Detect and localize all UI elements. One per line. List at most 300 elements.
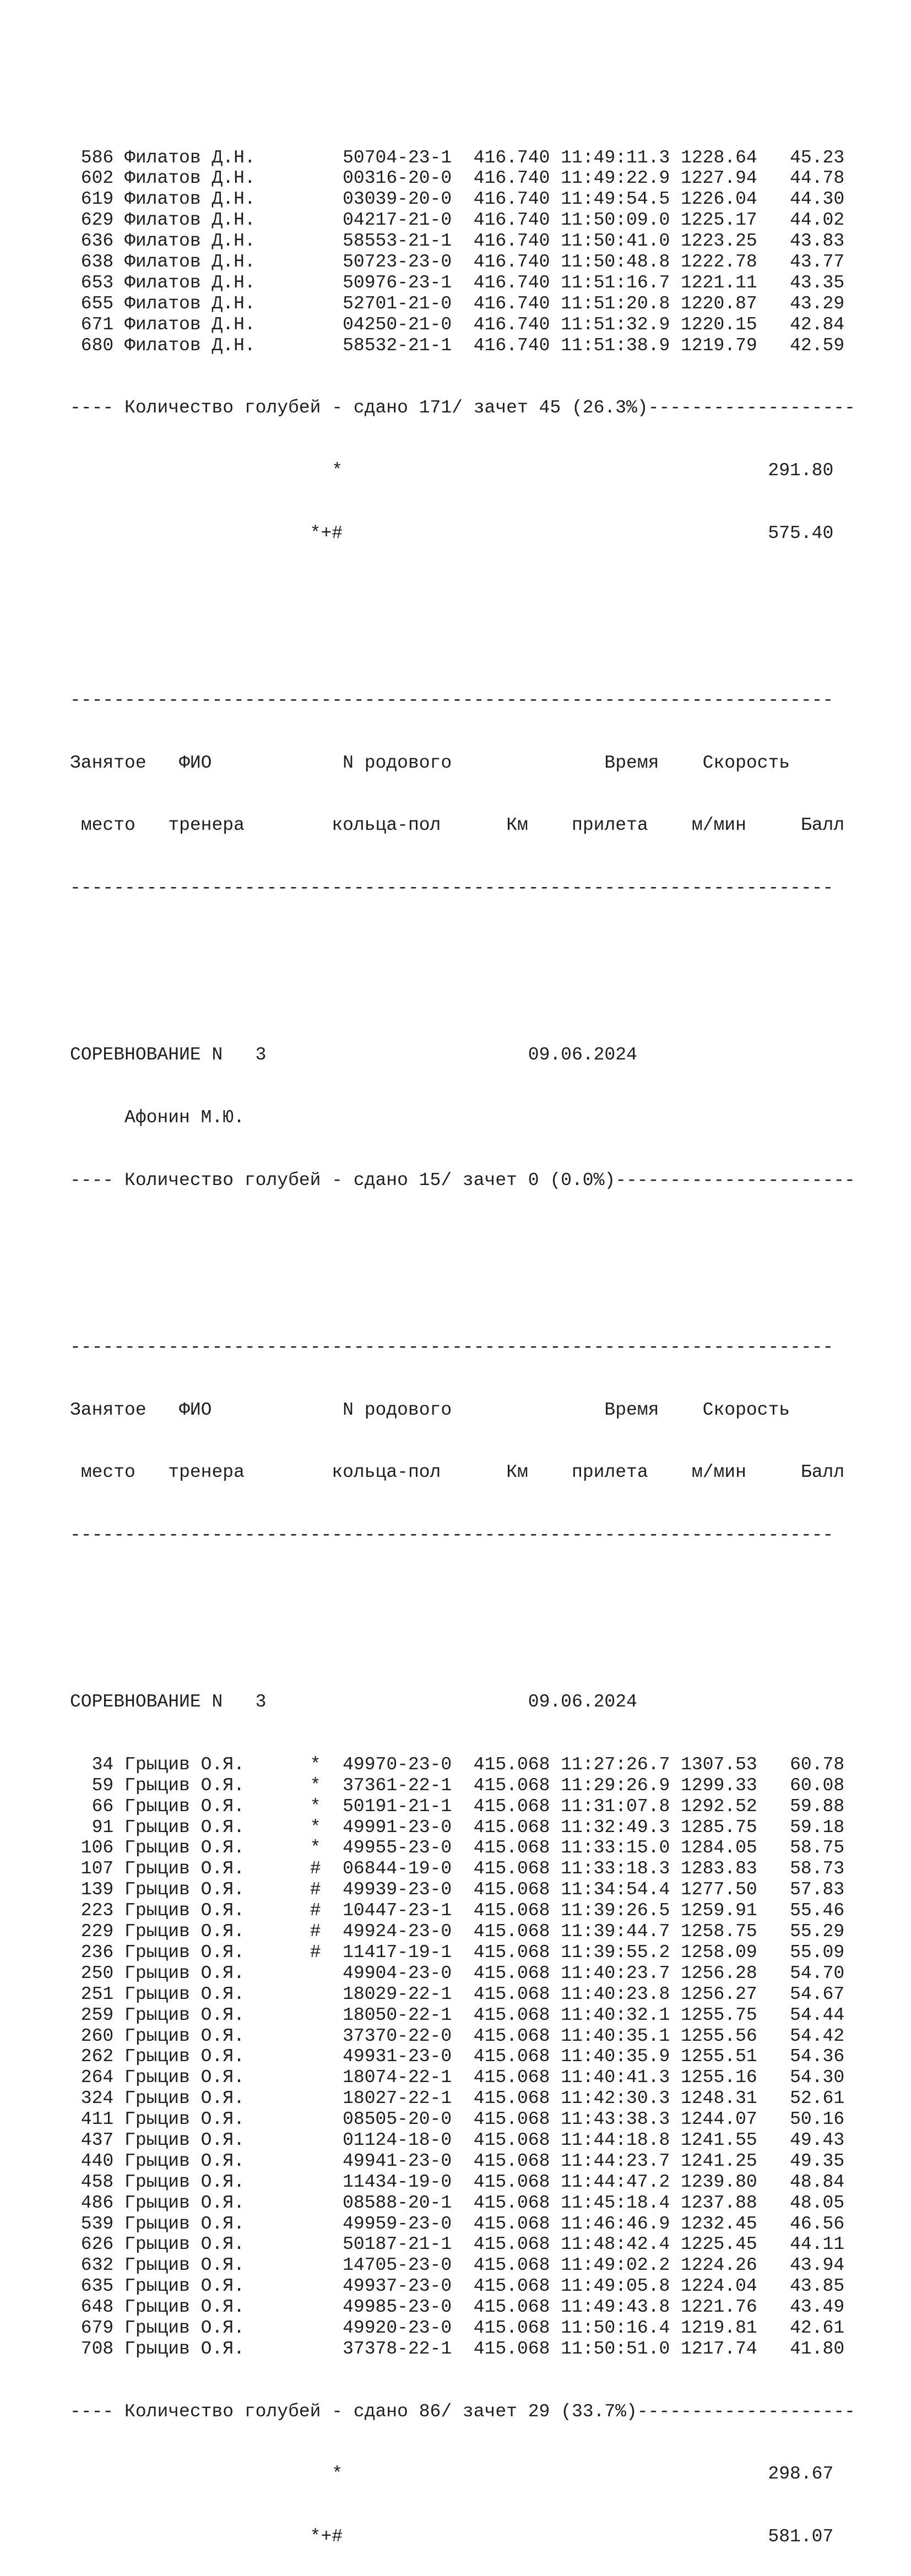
ring-number: 00316-20-0	[343, 168, 452, 189]
speed: 1225.17	[681, 210, 757, 231]
result-row	[70, 1921, 855, 1942]
place: 229	[70, 1921, 114, 1942]
mark	[310, 189, 321, 209]
score: 50.16	[779, 2109, 845, 2130]
mark	[310, 2067, 321, 2088]
score: 42.84	[779, 314, 845, 335]
header-score: Балл	[800, 1462, 845, 1483]
place: 411	[70, 2109, 114, 2130]
speed: 1225.45	[681, 2234, 757, 2255]
score: 43.35	[779, 272, 845, 293]
arrival-time: 11:42:30.3	[561, 2088, 670, 2109]
trainer-name: Грыцив О.Я.	[124, 2004, 299, 2025]
trainer-name: Грыцив О.Я.	[124, 2171, 299, 2192]
mark	[310, 148, 321, 168]
header-line-2	[70, 1462, 855, 1483]
speed: 1232.45	[681, 2213, 757, 2234]
speed: 1227.94	[681, 168, 757, 189]
speed: 1307.53	[681, 1754, 757, 1775]
speed: 1299.33	[681, 1775, 757, 1796]
score: 54.67	[779, 1983, 845, 2004]
speed: 1258.75	[681, 1921, 757, 1942]
distance-km: 415.068	[473, 1838, 550, 1858]
place: 264	[70, 2067, 114, 2088]
arrival-time: 11:40:23.7	[561, 1963, 670, 1983]
score: 44.02	[779, 210, 845, 231]
header-ring: N родового	[343, 752, 452, 773]
ring-number: 37370-22-0	[343, 2025, 452, 2046]
ring-number: 49991-23-0	[343, 1817, 452, 1838]
section-1-summary: ---- Количество голубей - сдано 171/ зачет 45 (26.3%)-------------------	[70, 398, 855, 419]
trainer-name: Филатов Д.Н.	[124, 231, 299, 252]
arrival-time: 11:44:47.2	[561, 2171, 670, 2192]
distance-km: 415.068	[473, 1796, 550, 1817]
arrival-time: 11:27:26.7	[561, 1754, 670, 1775]
speed: 1221.76	[681, 2297, 757, 2318]
trainer-name: Грыцив О.Я.	[124, 2255, 299, 2276]
result-row	[70, 294, 855, 314]
trainer-name: Грыцив О.Я.	[124, 1879, 299, 1900]
distance-km: 415.068	[473, 1921, 550, 1942]
result-row	[70, 2151, 855, 2172]
ring-number: 58553-21-1	[343, 231, 452, 252]
section-1-total-2	[70, 523, 855, 544]
arrival-time: 11:46:46.9	[561, 2213, 670, 2234]
distance-km: 415.068	[473, 1858, 550, 1879]
competition-date: 09.06.2024	[528, 1692, 637, 1713]
ring-number: 49955-23-0	[343, 1838, 452, 1858]
distance-km: 415.068	[473, 2255, 550, 2276]
arrival-time: 11:40:23.8	[561, 1983, 670, 2004]
distance-km: 416.740	[473, 293, 550, 314]
arrival-time: 11:40:32.1	[561, 2004, 670, 2025]
place: 251	[70, 1983, 114, 2004]
trainer-name: Филатов Д.Н.	[124, 272, 299, 293]
results-document	[70, 43, 855, 2576]
result-row	[70, 2109, 855, 2130]
distance-km: 415.068	[473, 1942, 550, 1963]
place: 586	[70, 147, 114, 168]
place: 653	[70, 272, 114, 293]
score: 59.18	[779, 1817, 845, 1838]
place: 91	[70, 1817, 114, 1838]
distance-km: 416.740	[473, 272, 550, 293]
header-line-1	[70, 1400, 855, 1421]
distance-km: 415.068	[473, 1900, 550, 1921]
mark	[310, 231, 321, 251]
result-row	[70, 2234, 855, 2255]
trainer-name: Грыцив О.Я.	[124, 2234, 299, 2255]
speed: 1224.26	[681, 2255, 757, 2276]
speed: 1223.25	[681, 231, 757, 252]
mark	[310, 252, 321, 272]
distance-km: 416.740	[473, 168, 550, 189]
total-mark: *	[332, 2464, 343, 2485]
ring-number: 08588-20-1	[343, 2192, 452, 2213]
total-mark: *+#	[310, 523, 343, 544]
trainer-name: Грыцив О.Я.	[124, 2317, 299, 2338]
trainer-name: Грыцив О.Я.	[124, 2088, 299, 2109]
result-row	[70, 1879, 855, 1900]
header-time: Время	[604, 1399, 659, 1420]
result-row	[70, 2067, 855, 2088]
trainer-name: Филатов Д.Н.	[124, 335, 299, 356]
trainer-name: Грыцив О.Я.	[124, 2213, 299, 2234]
arrival-time: 11:44:18.8	[561, 2129, 670, 2150]
arrival-time: 11:34:54.4	[561, 1879, 670, 1900]
arrival-time: 11:43:38.3	[561, 2109, 670, 2130]
place: 59	[70, 1775, 114, 1796]
distance-km: 415.068	[473, 2276, 550, 2297]
score: 58.75	[779, 1838, 845, 1858]
speed: 1220.15	[681, 314, 757, 335]
mark	[310, 2339, 321, 2359]
ring-number: 49939-23-0	[343, 1879, 452, 1900]
mark	[310, 2046, 321, 2067]
ring-number: 06844-19-0	[343, 1858, 452, 1879]
place: 671	[70, 314, 114, 335]
score: 54.42	[779, 2025, 845, 2046]
ring-number: 03039-20-0	[343, 189, 452, 210]
header-name: ФИО	[179, 752, 212, 773]
ring-number: 50704-23-1	[343, 147, 452, 168]
trainer-name: Грыцив О.Я.	[124, 1900, 299, 1921]
trainer-name: Филатов Д.Н.	[124, 189, 299, 210]
place: 680	[70, 335, 114, 356]
trainer-name: Грыцив О.Я.	[124, 2109, 299, 2130]
header-name: ФИО	[179, 1399, 212, 1420]
result-row	[70, 1796, 855, 1817]
score: 43.49	[779, 2297, 845, 2318]
place: 440	[70, 2150, 114, 2171]
result-row	[70, 2276, 855, 2297]
header-time: Время	[604, 752, 659, 773]
speed: 1292.52	[681, 1796, 757, 1817]
score: 58.73	[779, 1858, 845, 1879]
result-row	[70, 335, 855, 356]
mark: *	[310, 1796, 321, 1817]
competition-header	[70, 1045, 855, 1066]
score: 60.78	[779, 1754, 845, 1775]
distance-km: 415.068	[473, 2046, 550, 2067]
distance-km: 415.068	[473, 2234, 550, 2255]
arrival-time: 11:50:48.8	[561, 251, 670, 272]
trainer-name: Грыцив О.Я.	[124, 2067, 299, 2088]
trainer-name: Филатов Д.Н.	[124, 210, 299, 231]
score: 54.44	[779, 2004, 845, 2025]
distance-km: 415.068	[473, 1879, 550, 1900]
place: 66	[70, 1796, 114, 1817]
result-row	[70, 168, 855, 189]
speed: 1219.81	[681, 2317, 757, 2338]
trainer-name: Грыцив О.Я.	[124, 2129, 299, 2150]
ring-number: 50723-23-0	[343, 251, 452, 272]
ring-number: 18050-22-1	[343, 2004, 452, 2025]
mark	[310, 1963, 321, 1983]
section-1-results	[70, 106, 855, 586]
score: 44.11	[779, 2234, 845, 2255]
competition-number: 3	[255, 1692, 267, 1713]
competition-label: СОРЕВНОВАНИЕ N	[70, 1045, 223, 1066]
section-3-total-2	[70, 2526, 855, 2547]
score: 48.05	[779, 2192, 845, 2213]
result-row	[70, 2297, 855, 2318]
trainer-name: Филатов Д.Н.	[124, 314, 299, 335]
competition-date: 09.06.2024	[528, 1045, 637, 1066]
arrival-time: 11:39:55.2	[561, 1942, 670, 1963]
distance-km: 416.740	[473, 147, 550, 168]
speed: 1256.27	[681, 1983, 757, 2004]
section-1-total-1	[70, 460, 855, 481]
trainer-name: Грыцив О.Я.	[124, 1775, 299, 1796]
total-value: 291.80	[768, 460, 834, 481]
distance-km: 415.068	[473, 1963, 550, 1983]
score: 54.36	[779, 2046, 845, 2067]
score: 41.80	[779, 2338, 845, 2359]
arrival-time: 11:31:07.8	[561, 1796, 670, 1817]
header-score: Балл	[800, 815, 845, 836]
speed: 1217.74	[681, 2338, 757, 2359]
result-row	[70, 273, 855, 294]
distance-km: 415.068	[473, 1754, 550, 1775]
speed: 1228.64	[681, 147, 757, 168]
competition-label: СОРЕВНОВАНИЕ N	[70, 1692, 223, 1713]
speed: 1285.75	[681, 1817, 757, 1838]
place: 107	[70, 1858, 114, 1879]
result-row	[70, 189, 855, 210]
divider: ----------------------------------------------------------------------	[70, 1336, 834, 1357]
distance-km: 416.740	[473, 231, 550, 252]
place: 259	[70, 2004, 114, 2025]
section-2-results	[70, 1003, 855, 1232]
score: 43.29	[779, 293, 845, 314]
place: 437	[70, 2129, 114, 2150]
arrival-time: 11:50:09.0	[561, 210, 670, 231]
place: 139	[70, 1879, 114, 1900]
place: 636	[70, 231, 114, 252]
trainer-name: Грыцив О.Я.	[124, 2338, 299, 2359]
section-3-rows	[70, 1754, 855, 2360]
place: 458	[70, 2171, 114, 2192]
ring-number: 49970-23-0	[343, 1754, 452, 1775]
place: 619	[70, 189, 114, 210]
result-row	[70, 2255, 855, 2276]
distance-km: 415.068	[473, 1817, 550, 1838]
mark	[310, 2234, 321, 2254]
ring-number: 18027-22-1	[343, 2088, 452, 2109]
header-place-2: место	[80, 1462, 135, 1483]
speed: 1256.28	[681, 1963, 757, 1983]
result-row	[70, 2130, 855, 2151]
score: 43.85	[779, 2276, 845, 2297]
arrival-time: 11:40:41.3	[561, 2067, 670, 2088]
score: 45.23	[779, 147, 845, 168]
divider: ----------------------------------------------------------------------	[70, 689, 834, 710]
mark	[310, 294, 321, 314]
section-1-rows	[70, 148, 855, 356]
speed: 1259.91	[681, 1900, 757, 1921]
trainer-name: Грыцив О.Я.	[124, 1838, 299, 1858]
divider: ----------------------------------------------------------------------	[70, 878, 834, 898]
header-speed: Скорость	[702, 752, 790, 773]
trainer-name: Грыцив О.Я.	[124, 2192, 299, 2213]
header-ring-2: кольца-пол	[332, 1462, 441, 1483]
result-row	[70, 314, 855, 335]
ring-number: 49941-23-0	[343, 2150, 452, 2171]
arrival-time: 11:50:41.0	[561, 231, 670, 252]
place: 260	[70, 2025, 114, 2046]
total-value: 298.67	[768, 2464, 834, 2485]
trainer-name: Афонин М.Ю.	[124, 1107, 245, 1128]
result-row	[70, 252, 855, 273]
header-place-2: место	[80, 815, 135, 836]
mark	[310, 1984, 321, 2004]
arrival-time: 11:50:16.4	[561, 2317, 670, 2338]
section-3-results	[70, 1650, 855, 2576]
result-row	[70, 1963, 855, 1984]
speed: 1221.11	[681, 272, 757, 293]
speed: 1241.25	[681, 2150, 757, 2171]
ring-number: 37378-22-1	[343, 2338, 452, 2359]
place: 638	[70, 251, 114, 272]
arrival-time: 11:49:43.8	[561, 2297, 670, 2318]
mark: *	[310, 1754, 321, 1775]
trainer-name: Грыцив О.Я.	[124, 2046, 299, 2067]
distance-km: 415.068	[473, 2338, 550, 2359]
header-speed: Скорость	[702, 1399, 790, 1420]
place: 250	[70, 1963, 114, 1983]
total-value: 575.40	[768, 523, 834, 544]
total-value: 581.07	[768, 2526, 834, 2547]
mark	[310, 2297, 321, 2317]
result-row	[70, 2088, 855, 2109]
mark	[310, 2276, 321, 2296]
arrival-time: 11:49:54.5	[561, 189, 670, 210]
place: 223	[70, 1900, 114, 1921]
header-time-2: прилета	[572, 1462, 648, 1483]
result-row	[70, 1838, 855, 1858]
speed: 1255.51	[681, 2046, 757, 2067]
distance-km: 415.068	[473, 2171, 550, 2192]
ring-number: 50976-23-1	[343, 272, 452, 293]
distance-km: 415.068	[473, 2004, 550, 2025]
ring-number: 50191-21-1	[343, 1796, 452, 1817]
total-mark: *+#	[310, 2526, 343, 2547]
ring-number: 04250-21-0	[343, 314, 452, 335]
place: 324	[70, 2088, 114, 2109]
speed: 1284.05	[681, 1838, 757, 1858]
header-name-2: тренера	[168, 815, 245, 836]
trainer-name: Филатов Д.Н.	[124, 168, 299, 189]
header-time-2: прилета	[572, 815, 648, 836]
mark: #	[310, 1858, 321, 1879]
result-row	[70, 1754, 855, 1775]
speed: 1222.78	[681, 251, 757, 272]
result-row	[70, 2318, 855, 2339]
place: 632	[70, 2255, 114, 2276]
place: 486	[70, 2192, 114, 2213]
arrival-time: 11:33:18.3	[561, 1858, 670, 1879]
distance-km: 415.068	[473, 1983, 550, 2004]
speed: 1241.55	[681, 2129, 757, 2150]
summary-label: Количество голубей - сдано 86/ зачет 29 (33.7%)	[124, 2401, 637, 2422]
distance-km: 415.068	[473, 2213, 550, 2234]
score: 43.77	[779, 251, 845, 272]
ring-number: 08505-20-0	[343, 2109, 452, 2130]
result-row	[70, 1984, 855, 2005]
score: 55.09	[779, 1942, 845, 1963]
arrival-time: 11:40:35.1	[561, 2025, 670, 2046]
mark	[310, 273, 321, 293]
score: 57.83	[779, 1879, 845, 1900]
score: 54.30	[779, 2067, 845, 2088]
arrival-time: 11:33:15.0	[561, 1838, 670, 1858]
place: 679	[70, 2317, 114, 2338]
speed: 1248.31	[681, 2088, 757, 2109]
ring-number: 49931-23-0	[343, 2046, 452, 2067]
mark: *	[310, 1775, 321, 1796]
arrival-time: 11:48:42.4	[561, 2234, 670, 2255]
trainer-name: Филатов Д.Н.	[124, 293, 299, 314]
section-2-summary: ---- Количество голубей - сдано 15/ зачет 0 (0.0%)----------------------	[70, 1170, 855, 1191]
speed: 1258.09	[681, 1942, 757, 1963]
mark: #	[310, 1900, 321, 1921]
distance-km: 415.068	[473, 2109, 550, 2130]
score: 42.59	[779, 335, 845, 356]
result-row	[70, 2339, 855, 2360]
section-3-total-1	[70, 2464, 855, 2485]
result-row	[70, 2026, 855, 2047]
ring-number: 52701-21-0	[343, 293, 452, 314]
speed: 1244.07	[681, 2109, 757, 2130]
summary-label: Количество голубей - сдано 171/ зачет 45 (26.3%)	[124, 398, 648, 419]
arrival-time: 11:29:26.9	[561, 1775, 670, 1796]
score: 60.08	[779, 1775, 845, 1796]
score: 52.61	[779, 2088, 845, 2109]
header-km: Км	[506, 815, 528, 836]
header-ring: N родового	[343, 1399, 452, 1420]
distance-km: 415.068	[473, 2067, 550, 2088]
score: 43.94	[779, 2255, 845, 2276]
result-row	[70, 1900, 855, 1921]
score: 46.56	[779, 2213, 845, 2234]
ring-number: 58532-21-1	[343, 335, 452, 356]
trainer-name: Грыцив О.Я.	[124, 1754, 299, 1775]
arrival-time: 11:39:26.5	[561, 1900, 670, 1921]
header-line-1	[70, 753, 855, 774]
distance-km: 415.068	[473, 2150, 550, 2171]
trainer-line	[70, 1107, 855, 1128]
mark	[310, 2318, 321, 2338]
distance-km: 416.740	[473, 210, 550, 231]
place: 539	[70, 2213, 114, 2234]
mark: #	[310, 1921, 321, 1942]
trainer-name: Грыцив О.Я.	[124, 2297, 299, 2318]
place: 629	[70, 210, 114, 231]
trainer-name: Грыцив О.Я.	[124, 1796, 299, 1817]
arrival-time: 11:49:22.9	[561, 168, 670, 189]
ring-number: 37361-22-1	[343, 1775, 452, 1796]
trainer-name: Грыцив О.Я.	[124, 1921, 299, 1942]
ring-number: 01124-18-0	[343, 2129, 452, 2150]
score: 49.43	[779, 2129, 845, 2150]
trainer-name: Грыцив О.Я.	[124, 2150, 299, 2171]
ring-number: 49920-23-0	[343, 2317, 452, 2338]
arrival-time: 11:49:05.8	[561, 2276, 670, 2297]
ring-number: 50187-21-1	[343, 2234, 452, 2255]
header-name-2: тренера	[168, 1462, 245, 1483]
arrival-time: 11:32:49.3	[561, 1817, 670, 1838]
